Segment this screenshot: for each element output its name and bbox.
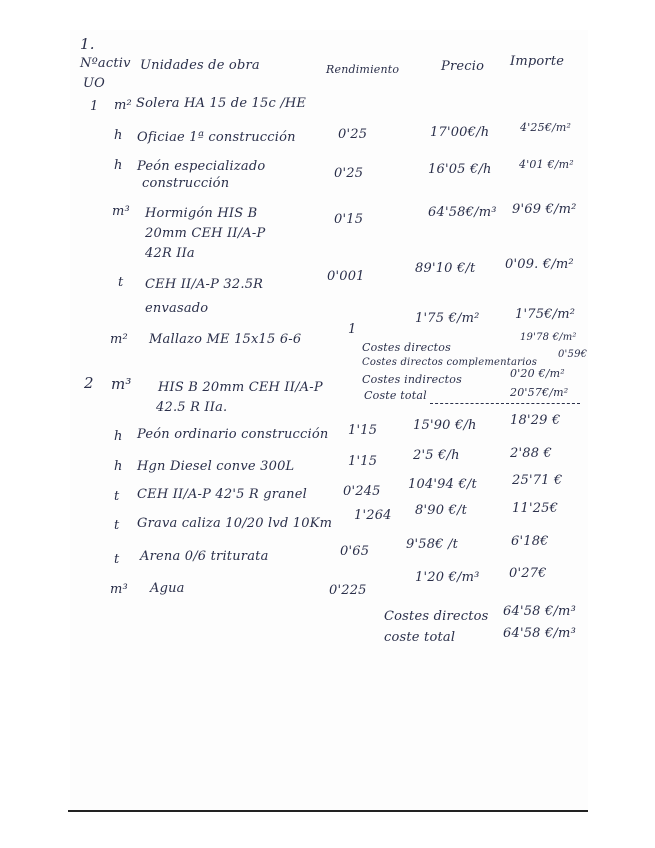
item1-row-desc: Peón especializado <box>137 159 266 174</box>
item2-row-unit: h <box>114 459 123 474</box>
item1-row-price: 89'10 €/t <box>415 261 476 276</box>
item2-row-rend: 0'225 <box>329 583 367 598</box>
item2-row-price: 8'90 €/t <box>415 503 467 518</box>
item1-row-amount: 4'25€/m² <box>520 121 572 134</box>
item1-row-rend: 1 <box>348 322 357 337</box>
item2-row-desc: Hgn Diesel conve 300L <box>137 459 295 474</box>
item2-row-desc: Agua <box>150 581 185 596</box>
item1-row-price: 16'05 €/h <box>428 162 492 177</box>
item2-row-amount: 6'18€ <box>511 534 549 549</box>
item1-summary-value: 0'20 €/m² <box>510 367 565 380</box>
item1-summary-label: Costes directos complementarios <box>362 357 538 368</box>
item2-row-rend: 1'15 <box>348 423 378 438</box>
item2-row-unit: t <box>114 552 120 567</box>
item2-row-desc: Arena 0/6 triturata <box>140 549 269 564</box>
item1-row-rend: 0'001 <box>327 269 365 284</box>
item2-row-rend: 1'264 <box>354 508 392 523</box>
item2-unit: m³ <box>111 375 132 393</box>
item1-row-amount: 1'75€/m² <box>515 307 576 322</box>
item1-row-rend: 0'15 <box>334 212 364 227</box>
item2-row-amount: 18'29 € <box>510 413 561 428</box>
item2-row-unit: t <box>114 489 120 504</box>
item1-row-desc: Hormigón HIS B <box>145 206 258 221</box>
item1-row-unit: h <box>114 128 123 143</box>
item1-description: Solera HA 15 de 15c /HE <box>136 96 307 111</box>
item1-row-amount: 0'09. €/m² <box>505 257 574 272</box>
item2-number: 2 <box>84 374 94 392</box>
item1-unit: m² <box>114 98 132 113</box>
item1-row-rend: 0'25 <box>334 166 364 181</box>
item1-row-unit: m² <box>110 332 128 347</box>
item2-row-desc: Peón ordinario construcción <box>137 427 329 442</box>
item2-row-price: 1'20 €/m³ <box>415 570 480 585</box>
item1-number: 1 <box>90 99 99 114</box>
item1-summary-label: Costes indirectos <box>362 373 462 386</box>
item2-row-unit: m³ <box>110 582 128 597</box>
item1-row-unit: h <box>114 158 123 173</box>
item1-row-desc: CEH II/A-P 32.5R <box>145 277 264 292</box>
item1-row-price: 64'58€/m³ <box>428 205 497 220</box>
item1-row-rend: 0'25 <box>338 127 368 142</box>
item1-summary-label: Coste total <box>364 389 427 402</box>
item2-row-price: 104'94 €/t <box>408 477 477 492</box>
item1-row-desc: Oficiae 1ª construcción <box>137 130 296 145</box>
item1-row-desc-3: 42R IIa <box>145 246 195 261</box>
item2-summary-value: 64'58 €/m³ <box>503 604 576 619</box>
item1-row-unit: t <box>118 275 124 290</box>
item1-row-desc-2: 20mm CEH II/A-P <box>145 226 266 241</box>
item1-summary-value: 20'57€/m² <box>510 386 569 399</box>
item2-description-2: 42.5 R IIa. <box>156 400 228 415</box>
item2-summary-label: Costes directos <box>384 609 489 624</box>
section-number: 1. <box>80 35 95 53</box>
item1-row-price: 17'00€/h <box>430 125 490 140</box>
col-header-number-2: UO <box>83 76 106 91</box>
col-header-amount: Importe <box>510 54 565 69</box>
item1-row-desc-2: envasado <box>145 301 209 316</box>
col-header-rendimiento: Rendimiento <box>326 63 400 76</box>
item1-summary-value: 0'59€ <box>558 349 588 360</box>
item2-row-rend: 1'15 <box>348 454 378 469</box>
item1-row-unit: m³ <box>112 204 130 219</box>
item1-summary-label: Costes directos <box>362 341 451 354</box>
col-header-price: Precio <box>441 59 485 74</box>
item2-row-price: 9'58€ /t <box>406 537 458 552</box>
item2-row-rend: 0'245 <box>343 484 381 499</box>
item1-row-desc-2: construcción <box>142 176 230 191</box>
page-bottom-rule <box>68 810 588 812</box>
item2-row-price: 15'90 €/h <box>413 418 477 433</box>
item2-row-amount: 0'27€ <box>509 566 547 581</box>
item2-row-unit: t <box>114 518 120 533</box>
item2-row-desc: CEH II/A-P 42'5 R granel <box>137 487 307 502</box>
col-header-number: Nºactiv <box>80 56 131 71</box>
item1-row-amount: 4'01 €/m² <box>519 158 574 171</box>
summary-dashed-rule <box>430 403 580 404</box>
item2-row-rend: 0'65 <box>340 544 370 559</box>
item1-summary-value: 19'78 €/m² <box>520 332 577 343</box>
item2-description: HIS B 20mm CEH II/A-P <box>158 380 323 395</box>
item2-row-price: 2'5 €/h <box>413 448 460 463</box>
item1-row-price: 1'75 €/m² <box>415 311 480 326</box>
item2-row-desc: Grava caliza 10/20 lvd 10Km <box>137 516 333 531</box>
item2-row-amount: 11'25€ <box>512 501 559 516</box>
item2-row-amount: 25'71 € <box>512 473 563 488</box>
item2-row-unit: h <box>114 429 123 444</box>
item2-summary-value: 64'58 €/m³ <box>503 626 576 641</box>
item1-row-amount: 9'69 €/m² <box>512 202 577 217</box>
item2-summary-label: coste total <box>384 630 456 645</box>
col-header-units: Unidades de obra <box>140 58 260 73</box>
item2-row-amount: 2'88 € <box>510 446 552 461</box>
item1-row-desc: Mallazo ME 15x15 6-6 <box>149 332 302 347</box>
